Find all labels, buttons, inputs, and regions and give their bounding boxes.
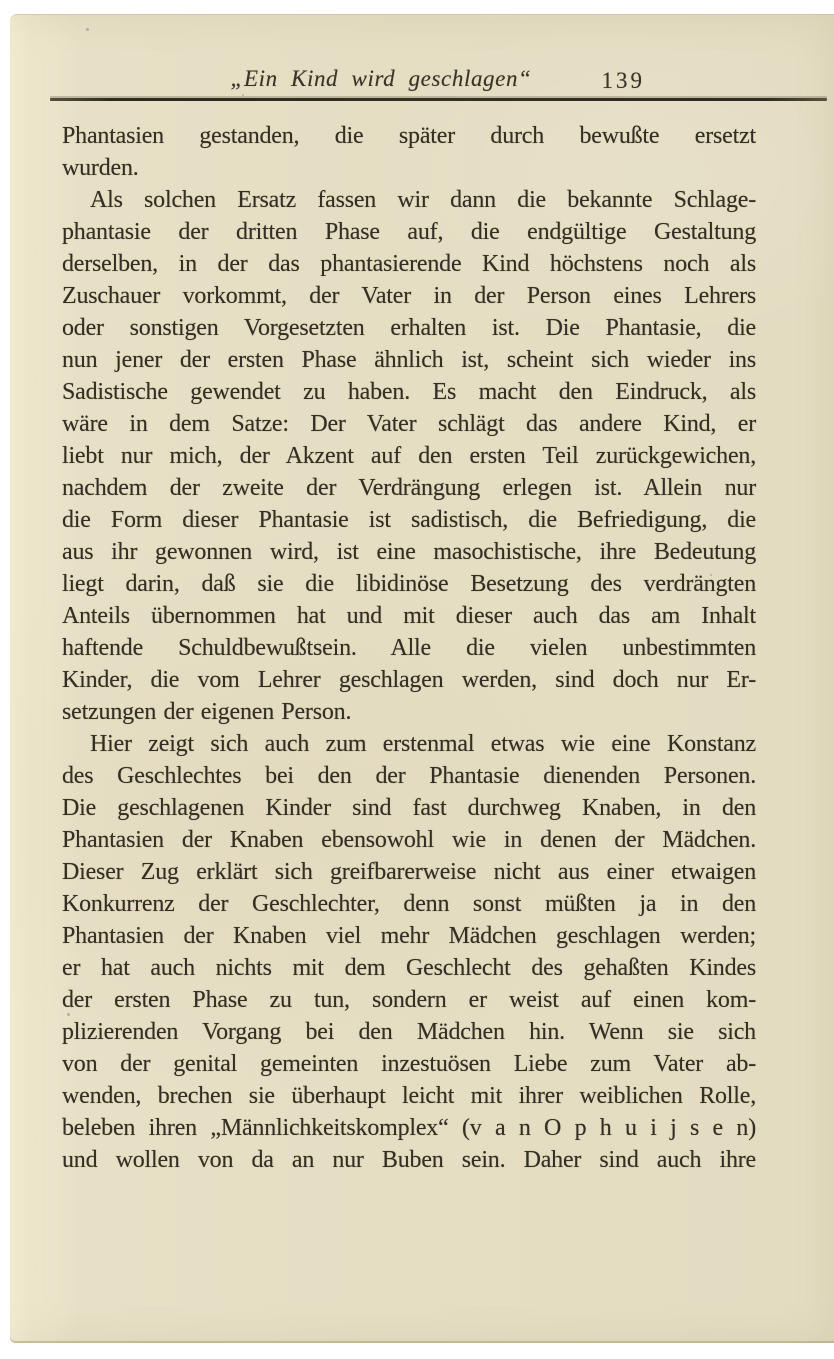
text-line: wurden. (62, 155, 139, 181)
running-title: „Ein Kind wird geschlagen“ (230, 66, 532, 91)
text-line: derselben, in der das phantasierende Kind höchstens noch als (62, 251, 756, 277)
page-number: 139 (601, 68, 645, 93)
text-line: Hier zeigt sich auch zum erstenmal etwas wie eine Konstanz (90, 731, 756, 757)
text-line: nachdem der zweite der Verdrängung erlegen ist. Allein nur (62, 475, 756, 501)
paragraph (62, 184, 756, 728)
paragraph (62, 120, 756, 184)
text-line: die Form dieser Phantasie ist sadistisch, die Befriedigung, die (62, 507, 756, 533)
text-line: haftende Schuldbewußtsein. Alle die vielen unbestimmten (62, 635, 756, 661)
text-line: Dieser Zug erklärt sich greifbarerweise nicht aus einer etwaigen (62, 859, 756, 885)
text-line: plizierenden Vorgang bei den Mädchen hin. Wenn sie sich (62, 1019, 756, 1045)
text-line: setzungen der eigenen Person. (62, 699, 352, 725)
header-rule (50, 98, 827, 101)
book-page (10, 14, 834, 1343)
text-line: Phantasien der Knaben viel mehr Mädchen geschlagen werden; (62, 923, 756, 949)
text-block (62, 120, 756, 1176)
text-line: liegt darin, daß sie die libidinöse Besetzung des verdrängten (62, 571, 756, 597)
text-line: der ersten Phase zu tun, sondern er weist auf einen kom- (62, 987, 756, 1013)
text-line: wäre in dem Satze: Der Vater schlägt das andere Kind, er (62, 411, 756, 437)
text-line: er hat auch nichts mit dem Geschlecht des gehaßten Kindes (62, 955, 756, 981)
dust-speck (710, 574, 712, 576)
text-line: des Geschlechtes bei den der Phantasie dienenden Personen. (62, 763, 756, 789)
text-line: und wollen von da an nur Buben sein. Daher sind auch ihre (62, 1147, 756, 1173)
text-line: aus ihr gewonnen wird, ist eine masochistische, ihre Bedeutung (62, 539, 756, 565)
dust-speck (428, 261, 430, 263)
text-line: Konkurrenz der Geschlechter, denn sonst müßten ja in den (62, 891, 756, 917)
running-head (62, 66, 756, 100)
text-line: von der genital gemeinten inzestuösen Liebe zum Vater ab- (62, 1051, 756, 1077)
text-line: Die geschlagenen Kinder sind fast durchweg Knaben, in den (62, 795, 756, 821)
text-line: Sadistische gewendet zu haben. Es macht den Eindruck, als (62, 379, 756, 405)
text-line: wenden, brechen sie überhaupt leicht mit ihrer weiblichen Rolle, (62, 1083, 756, 1109)
dust-speck (86, 28, 89, 31)
text-line: Zuschauer vorkommt, der Vater in der Person eines Lehrers (62, 283, 756, 309)
paragraph (62, 728, 756, 1176)
dust-speck (67, 1013, 70, 1016)
text-line: oder sonstigen Vorgesetzten erhalten ist. Die Phantasie, die (62, 315, 756, 341)
text-line: phantasie der dritten Phase auf, die endgültige Gestaltung (62, 219, 756, 245)
text-line: nun jener der ersten Phase ähnlich ist, scheint sich wieder ins (62, 347, 756, 373)
text-line: Anteils übernommen hat und mit dieser auch das am Inhalt (62, 603, 756, 629)
text-line: Phantasien gestanden, die später durch bewußte ersetzt (62, 123, 756, 149)
text-line: beleben ihren „Männlichkeitskomplex“ (v a n O p h u i j s e n) (62, 1115, 756, 1141)
text-line: Kinder, die vom Lehrer geschlagen werden, sind doch nur Er- (62, 667, 756, 693)
text-line: Als solchen Ersatz fassen wir dann die bekannte Schlage- (90, 187, 756, 213)
text-line: Phantasien der Knaben ebensowohl wie in denen der Mädchen. (62, 827, 756, 853)
dust-speck (242, 94, 244, 96)
text-line: liebt nur mich, der Akzent auf den ersten Teil zurückgewichen, (62, 443, 756, 469)
